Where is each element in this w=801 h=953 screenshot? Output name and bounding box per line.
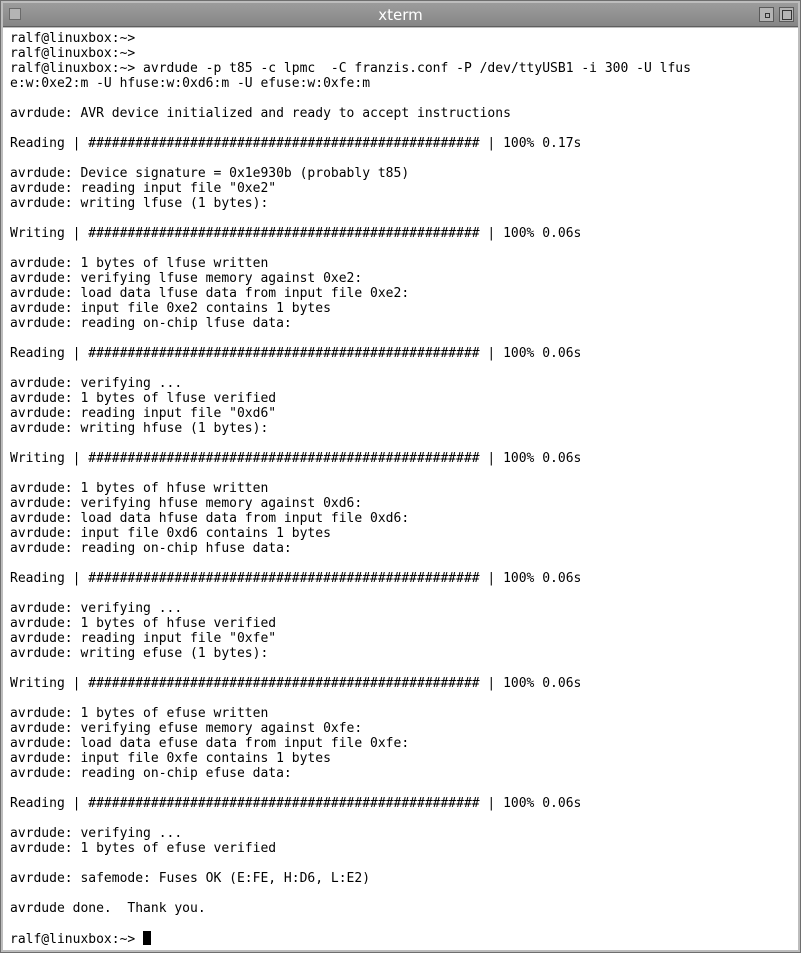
terminal-line [10, 436, 798, 451]
terminal-line: avrdude: verifying hfuse memory against 0xd6: [10, 496, 363, 511]
terminal-line: Reading | ################################################## | 100% 0.06s [10, 346, 582, 361]
terminal-line: avrdude: 1 bytes of lfuse written [10, 256, 269, 271]
terminal-line: ralf@linuxbox:~> [10, 46, 136, 61]
terminal-output[interactable] [3, 28, 798, 950]
terminal-line: avrdude: verifying ... [10, 826, 183, 841]
terminal-line: avrdude: 1 bytes of hfuse verified [10, 616, 277, 631]
terminal-line: avrdude: input file 0xfe contains 1 bytes [10, 751, 331, 766]
title-bar[interactable] [3, 3, 798, 27]
terminal-line [10, 586, 798, 601]
terminal-line: Reading | ################################################## | 100% 0.06s [10, 796, 582, 811]
terminal-line: avrdude: reading input file "0xfe" [10, 631, 277, 646]
terminal-line [10, 916, 798, 931]
terminal-line: Writing | ################################################## | 100% 0.06s [10, 676, 582, 691]
terminal-line: avrdude: writing lfuse (1 bytes): [10, 196, 269, 211]
terminal-line [10, 691, 798, 706]
terminal-line: Reading | ################################################## | 100% 0.06s [10, 571, 582, 586]
terminal-line: avrdude: reading on-chip hfuse data: [10, 541, 292, 556]
terminal-line: avrdude: verifying ... [10, 601, 183, 616]
terminal-line: avrdude: 1 bytes of efuse verified [10, 841, 277, 856]
terminal-line: avrdude: reading input file "0xe2" [10, 181, 277, 196]
maximize-button[interactable] [779, 7, 794, 22]
terminal-line [10, 856, 798, 871]
terminal-line [10, 331, 798, 346]
terminal-line [10, 466, 798, 481]
terminal-line: Reading | ################################################## | 100% 0.17s [10, 136, 582, 151]
terminal-line: avrdude: 1 bytes of efuse written [10, 706, 269, 721]
terminal-line: avrdude done. Thank you. [10, 901, 206, 916]
prompt-text: ralf@linuxbox:~> [10, 932, 144, 947]
terminal-line [10, 361, 798, 376]
terminal-line: avrdude: input file 0xd6 contains 1 bytes [10, 526, 331, 541]
terminal-line: e:w:0xe2:m -U hfuse:w:0xd6:m -U efuse:w:0xfe:m [10, 76, 371, 91]
terminal-line: avrdude: verifying lfuse memory against 0xe2: [10, 271, 363, 286]
terminal-line: avrdude: input file 0xe2 contains 1 bytes [10, 301, 331, 316]
text-cursor [143, 931, 151, 945]
terminal-line: Writing | ################################################## | 100% 0.06s [10, 451, 582, 466]
terminal-line [10, 241, 798, 256]
terminal-line: avrdude: load data hfuse data from input file 0xd6: [10, 511, 410, 526]
terminal-line [10, 811, 798, 826]
terminal-line: avrdude: safemode: Fuses OK (E:FE, H:D6, L:E2) [10, 871, 371, 886]
terminal-line: Writing | ################################################## | 100% 0.06s [10, 226, 582, 241]
terminal-line [10, 886, 798, 901]
terminal-line: avrdude: verifying efuse memory against 0xfe: [10, 721, 363, 736]
terminal-line: ralf@linuxbox:~> [10, 31, 136, 46]
terminal-line: ralf@linuxbox:~> avrdude -p t85 -c lpmc -C franzis.conf -P /dev/ttyUSB1 -i 300 -U lfus [10, 61, 691, 76]
minimize-button[interactable] [759, 7, 774, 22]
terminal-line: avrdude: writing hfuse (1 bytes): [10, 421, 269, 436]
terminal-line: avrdude: 1 bytes of lfuse verified [10, 391, 277, 406]
terminal-line [10, 661, 798, 676]
prompt-line [10, 931, 798, 946]
terminal-line: avrdude: reading input file "0xd6" [10, 406, 277, 421]
terminal-line [10, 781, 798, 796]
window-title: xterm [378, 6, 423, 24]
terminal-line: avrdude: writing efuse (1 bytes): [10, 646, 269, 661]
terminal-line [10, 121, 798, 136]
terminal-line: avrdude: AVR device initialized and ready to accept instructions [10, 106, 511, 121]
terminal-line: avrdude: Device signature = 0x1e930b (probably t85) [10, 166, 410, 181]
terminal-line [10, 91, 798, 106]
terminal-line [10, 556, 798, 571]
terminal-line: avrdude: reading on-chip efuse data: [10, 766, 292, 781]
terminal-line: avrdude: verifying ... [10, 376, 183, 391]
terminal-line: avrdude: load data efuse data from input file 0xfe: [10, 736, 410, 751]
terminal-line: avrdude: 1 bytes of hfuse written [10, 481, 269, 496]
terminal-line [10, 151, 798, 166]
terminal-line [10, 211, 798, 226]
terminal-line: avrdude: reading on-chip lfuse data: [10, 316, 292, 331]
terminal-line: avrdude: load data lfuse data from input file 0xe2: [10, 286, 410, 301]
